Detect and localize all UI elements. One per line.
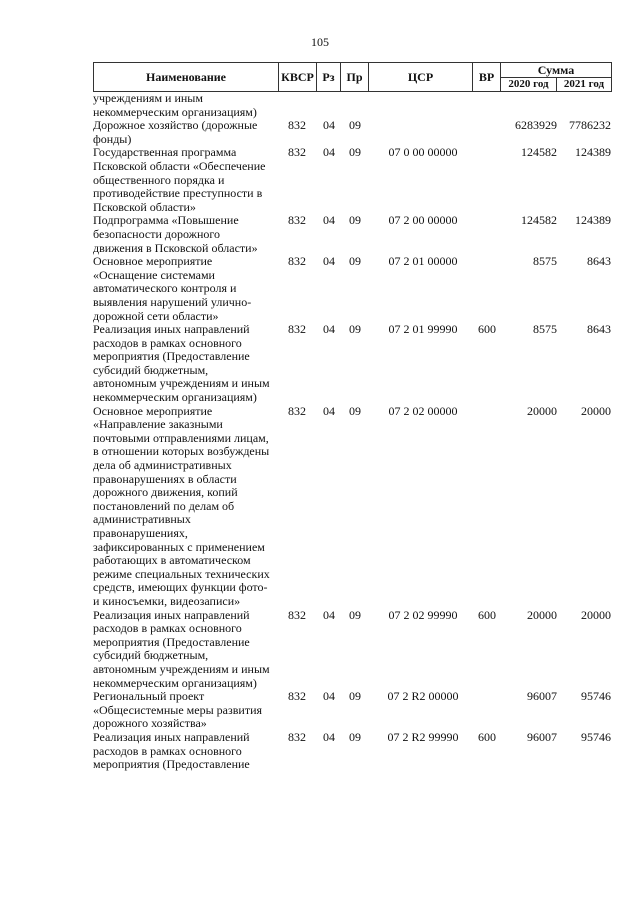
header-csr: ЦСР [369, 63, 473, 91]
row-csr: 07 2 02 00000 [388, 403, 458, 418]
header-rz: Рз [317, 63, 341, 91]
table-row [93, 731, 613, 772]
row-sum-2021: 20000 [581, 403, 611, 418]
row-sum-2020: 8575 [533, 254, 557, 269]
row-sum-2020: 96007 [527, 689, 557, 704]
row-sum-2020: 124582 [521, 145, 557, 160]
row-sum-2021: 7786232 [569, 118, 611, 133]
row-kvsr: 832 [288, 689, 306, 704]
row-rz: 04 [323, 729, 335, 744]
row-sum-2020: 96007 [527, 729, 557, 744]
row-sum-2020: 20000 [527, 607, 557, 622]
header-year-2020: 2020 год [501, 77, 557, 91]
row-pr: 09 [349, 254, 361, 269]
row-kvsr: 832 [288, 254, 306, 269]
row-rz: 04 [323, 322, 335, 337]
row-name: Реализация иных направлений расходов в рамках основного мероприятия (Предоставление субсидий бюджетным, автономным учреждениям и иным некоммерческим организациям) [93, 607, 270, 690]
row-vr: 600 [478, 322, 496, 337]
row-csr: 07 2 01 99990 [388, 322, 458, 337]
page-number: 105 [311, 35, 329, 49]
row-kvsr: 832 [288, 145, 306, 160]
row-rz: 04 [323, 118, 335, 133]
row-sum-2021: 95746 [581, 729, 611, 744]
row-pr: 09 [349, 213, 361, 228]
row-kvsr: 832 [288, 607, 306, 622]
row-csr: 07 2 R2 99990 [387, 729, 459, 744]
row-sum-2020: 8575 [533, 322, 557, 337]
row-rz: 04 [323, 403, 335, 418]
table-row [93, 405, 613, 609]
header-name: Наименование [94, 63, 279, 91]
header-pr: Пр [341, 63, 369, 91]
row-name: Дорожное хозяйство (дорожные фонды) [93, 118, 258, 146]
row-pr: 09 [349, 729, 361, 744]
table-row [93, 214, 613, 255]
row-rz: 04 [323, 213, 335, 228]
row-rz: 04 [323, 689, 335, 704]
row-sum-2021: 20000 [581, 607, 611, 622]
row-vr: 600 [478, 729, 496, 744]
row-pr: 09 [349, 322, 361, 337]
row-sum-2021: 95746 [581, 689, 611, 704]
row-kvsr: 832 [288, 118, 306, 133]
row-sum-2021: 124389 [575, 213, 611, 228]
header-sum: Сумма [537, 63, 575, 77]
row-csr: 07 2 R2 00000 [387, 689, 459, 704]
row-rz: 04 [323, 254, 335, 269]
table-row [93, 146, 613, 214]
row-kvsr: 832 [288, 403, 306, 418]
table-body [93, 92, 613, 772]
row-name: Основное мероприятие «Направление заказными почтовыми отправлениями лицам, в отношении которых возбуждены дела об административных правонарушениях в области дорожного движения, копий постановлений по делам об административных правонарушениях, зафиксированных с применением работающих в автоматическом режиме специальных технических средств, имеющих функции фото- и киносъемки, видеозаписи» [93, 403, 270, 608]
row-csr: 07 2 01 00000 [388, 254, 458, 269]
row-kvsr: 832 [288, 322, 306, 337]
row-pr: 09 [349, 403, 361, 418]
row-sum-2021: 8643 [587, 254, 611, 269]
header-sum-group [501, 63, 611, 91]
row-csr: 07 0 00 00000 [388, 145, 458, 160]
row-rz: 04 [323, 145, 335, 160]
table-header [93, 62, 612, 92]
row-csr: 07 2 02 99990 [388, 607, 458, 622]
row-sum-2021: 124389 [575, 145, 611, 160]
row-name: Основное мероприятие «Оснащение системами автоматического контроля и выявления нарушений улично-дорожной сети области» [93, 254, 252, 323]
row-sum-2021: 8643 [587, 322, 611, 337]
row-sum-2020: 20000 [527, 403, 557, 418]
row-name: Региональный проект «Общесистемные меры развития дорожного хозяйства» [93, 689, 263, 731]
row-pr: 09 [349, 689, 361, 704]
row-pr: 09 [349, 145, 361, 160]
table-row [93, 92, 613, 119]
table-row [93, 323, 613, 405]
row-sum-2020: 6283929 [515, 118, 557, 133]
header-vr: ВР [473, 63, 501, 91]
row-name: Реализация иных направлений расходов в рамках основного мероприятия (Предоставление [93, 729, 250, 772]
row-name: учреждениям и иным некоммерческим организациям) [93, 91, 257, 119]
table-row [93, 690, 613, 731]
table-row [93, 609, 613, 691]
row-vr: 600 [478, 607, 496, 622]
header-kvsr: КВСР [279, 63, 317, 91]
row-kvsr: 832 [288, 213, 306, 228]
row-pr: 09 [349, 118, 361, 133]
row-name: Реализация иных направлений расходов в рамках основного мероприятия (Предоставление субсидий бюджетным, автономным учреждениям и иным некоммерческим организациям) [93, 322, 270, 405]
row-name: Государственная программа Псковской области «Обеспечение общественного порядка и противодействие преступности в Псковской области» [93, 145, 266, 214]
header-year-2021: 2021 год [563, 78, 605, 90]
table-row [93, 255, 613, 323]
row-pr: 09 [349, 607, 361, 622]
row-kvsr: 832 [288, 729, 306, 744]
row-rz: 04 [323, 607, 335, 622]
row-csr: 07 2 00 00000 [388, 213, 458, 228]
row-name: Подпрограмма «Повышение безопасности дорожного движения в Псковской области» [93, 213, 258, 255]
table-row [93, 119, 613, 146]
row-sum-2020: 124582 [521, 213, 557, 228]
